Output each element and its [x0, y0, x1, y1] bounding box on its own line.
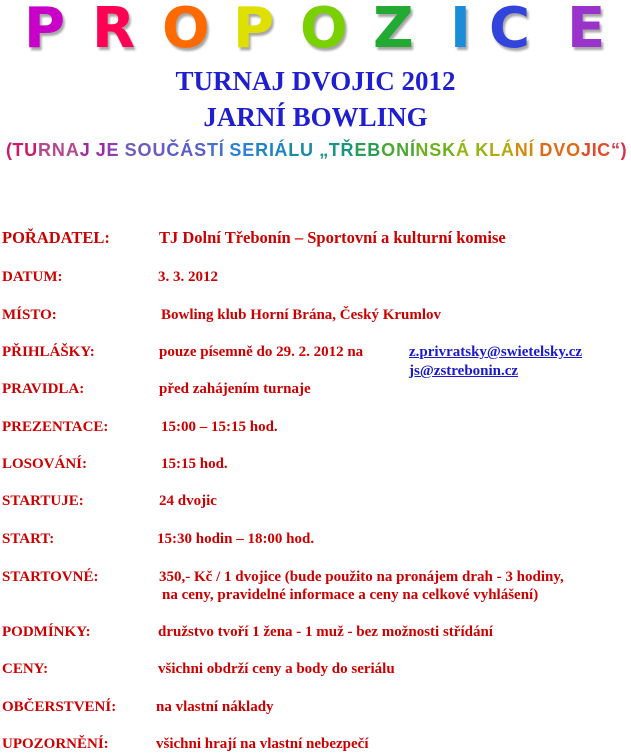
- info-row-presentation: [0, 417, 631, 439]
- info-row-draw: [0, 454, 631, 476]
- info-row-rules: [0, 379, 631, 401]
- row-label: POŘADATEL:: [2, 228, 110, 247]
- row-label: PODMÍNKY:: [2, 624, 91, 640]
- series-char: [470, 138, 475, 162]
- info-row-conditions: [0, 622, 631, 644]
- series-char: O: [137, 140, 152, 160]
- row-label: PREZENTACE:: [2, 419, 109, 435]
- row-value: 3. 3. 2012: [158, 269, 218, 285]
- series-char: E: [354, 140, 367, 160]
- series-char: J: [79, 140, 90, 160]
- series-char: S: [229, 140, 242, 160]
- series-char: [119, 138, 124, 162]
- info-row-date: [0, 267, 631, 289]
- row-value: TJ Dolní Třebonín – Sportovní a kulturní komise: [159, 228, 506, 247]
- series-char: K: [442, 140, 456, 160]
- row-value: všichni obdrží ceny a body do seriálu: [158, 661, 395, 677]
- series-char: U: [24, 140, 38, 160]
- series-char: J: [581, 140, 592, 160]
- series-char: [534, 138, 539, 162]
- row-value: 24 dvojic: [159, 493, 217, 509]
- series-char: A: [65, 140, 79, 160]
- series-char: U: [152, 140, 166, 160]
- series-char: R: [255, 140, 269, 160]
- info-row-entry-fee-2: [0, 585, 631, 607]
- series-char: R: [38, 140, 52, 160]
- series-char: U: [299, 140, 313, 160]
- row-label: STARTUJE:: [2, 493, 84, 509]
- email-link-zstrebonin[interactable]: js@zstrebonin.cz: [409, 363, 519, 379]
- series-char: Í: [528, 140, 534, 160]
- title-letter: C: [489, 0, 531, 61]
- email-link-privratsky[interactable]: z.privratsky@swietelsky.cz: [409, 344, 583, 360]
- row-value: 15:15 hod.: [161, 456, 228, 472]
- series-char: E: [242, 140, 255, 160]
- series-char: D: [539, 140, 553, 160]
- series-char: [224, 138, 229, 162]
- series-char: [314, 138, 319, 162]
- series-char: S: [429, 140, 442, 160]
- row-value: 350,- Kč / 1 dvojice (bude použito na pronájem drah - 3 hodiny,: [159, 569, 564, 585]
- row-value: pouze písemně do 29. 2. 2012 na: [159, 344, 364, 360]
- series-char: ): [620, 140, 627, 160]
- row-label: DATUM:: [2, 269, 63, 285]
- series-char: E: [106, 140, 119, 160]
- row-label: MÍSTO:: [2, 307, 57, 323]
- row-value: na vlastní náklady: [156, 699, 274, 715]
- series-char: Á: [180, 140, 194, 160]
- row-value: Bowling klub Horní Brána, Český Krumlov: [161, 307, 442, 323]
- row-label: PŘIHLÁŠKY:: [2, 344, 95, 360]
- subtitle-tournament: TURNAJ DVOJIC 2012: [175, 66, 456, 96]
- series-char: O: [381, 140, 396, 160]
- info-row-organizer: [0, 228, 631, 250]
- row-label: LOSOVÁNÍ:: [2, 456, 88, 472]
- series-char: T: [12, 140, 24, 160]
- info-row-prizes: [0, 659, 631, 681]
- title-letter: P: [233, 0, 275, 61]
- info-row-start: [0, 529, 631, 551]
- series-char: [90, 138, 95, 162]
- series-char: Č: [166, 140, 180, 160]
- series-char: “: [610, 140, 620, 160]
- series-char: Ř: [340, 140, 354, 160]
- series-char: Á: [455, 140, 469, 160]
- title-letter: R: [92, 0, 136, 61]
- subtitle-bowling: JARNÍ BOWLING: [203, 102, 428, 132]
- series-char: T: [206, 140, 218, 160]
- row-label: OBČERSTVENÍ:: [2, 699, 117, 715]
- info-row-warning: [0, 734, 631, 756]
- series-char: I: [268, 140, 274, 160]
- row-value: všichni hrají na vlastní nebezpečí: [156, 736, 369, 752]
- row-value-continued: na ceny, pravidelné informace a ceny na celkové vyhlášení): [162, 587, 539, 603]
- series-char: N: [514, 140, 528, 160]
- title-letter: P: [24, 0, 66, 61]
- series-char: Á: [274, 140, 288, 160]
- row-value: před zahájením turnaje: [159, 381, 311, 397]
- row-value: 15:30 hodin – 18:00 hod.: [157, 531, 315, 547]
- series-char: Í: [410, 140, 416, 160]
- series-char: I: [591, 140, 597, 160]
- title-letter: Z: [373, 0, 414, 61]
- info-row-participants: [0, 491, 631, 513]
- series-char: T: [328, 140, 340, 160]
- row-label: START:: [2, 531, 55, 547]
- row-value: 15:00 – 15:15 hod.: [161, 419, 278, 435]
- page-title-propozice: [0, 0, 631, 64]
- series-char: L: [489, 140, 501, 160]
- row-label: STARTOVNÉ:: [2, 569, 99, 585]
- series-char: N: [415, 140, 429, 160]
- series-char: O: [566, 140, 581, 160]
- title-letter: O: [162, 0, 210, 61]
- series-note: [0, 138, 631, 162]
- series-char: Í: [218, 140, 224, 160]
- info-row-refreshments: [0, 697, 631, 719]
- series-char: K: [475, 140, 489, 160]
- series-char: (: [6, 140, 12, 160]
- row-label: CENY:: [2, 661, 49, 677]
- series-char: S: [194, 140, 207, 160]
- row-label: UPOZORNĚNÍ:: [2, 736, 109, 752]
- series-char: N: [51, 140, 65, 160]
- row-label: PRAVIDLA:: [2, 381, 85, 397]
- series-char: C: [597, 140, 611, 160]
- series-char: J: [95, 140, 106, 160]
- series-char: Á: [500, 140, 514, 160]
- series-char: S: [124, 140, 137, 160]
- info-row-place: [0, 305, 631, 327]
- series-char: V: [553, 140, 566, 160]
- title-letter: E: [567, 0, 606, 61]
- series-char: N: [396, 140, 410, 160]
- series-char: L: [288, 140, 300, 160]
- series-char: „: [319, 140, 329, 160]
- row-value: družstvo tvoří 1 žena - 1 muž - bez možnosti střídání: [158, 624, 493, 640]
- title-letter: O: [300, 0, 348, 61]
- title-letter: I: [450, 0, 471, 61]
- series-char: B: [367, 140, 381, 160]
